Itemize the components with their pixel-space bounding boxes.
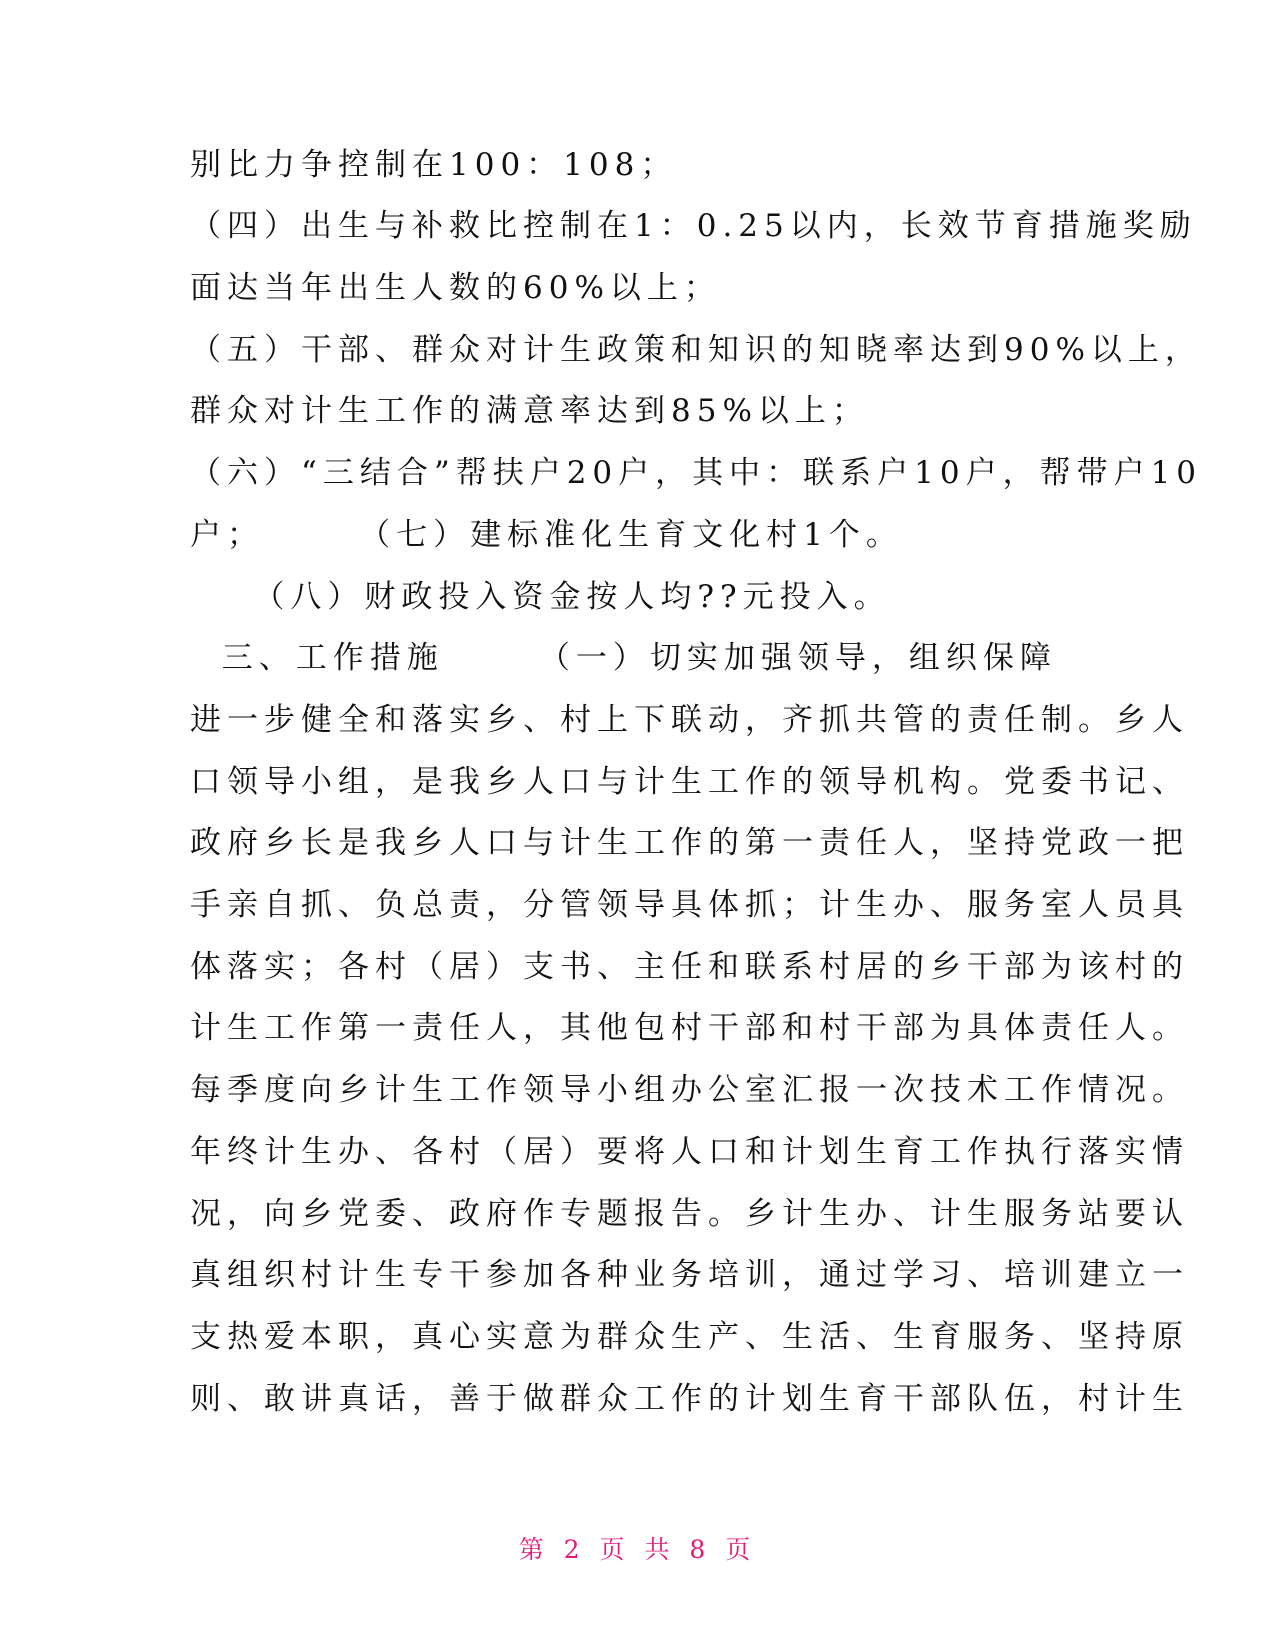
body-line-21: 则、敢讲真话，善于做群众工作的计划生育干部队伍，村计生 [190,1381,1189,1417]
body-line-2: （四）出生与补救比控制在1：0.25以内，长效节育措施奖励 [190,208,1197,244]
body-line-18: 况，向乡党委、政府作专题报告。乡计生办、计生服务站要认 [190,1196,1189,1232]
body-line-10: 进一步健全和落实乡、村上下联动，齐抓共管的责任制。乡人 [190,702,1189,738]
body-line-6: （六）“三结合”帮扶户20户，其中：联系户10户，帮带户10 [190,455,1203,491]
body-line-7: 户； （七）建标准化生育文化村1个。 [190,517,903,553]
body-line-13: 手亲自抓、负总责，分管领导具体抓；计生办、服务室人员具 [190,887,1189,923]
body-line-19: 真组织村计生专干参加各种业务培训，通过学习、培训建立一 [190,1257,1189,1293]
body-line-3: 面达当年出生人数的60%以上； [190,270,721,306]
body-line-11: 口领导小组，是我乡人口与计生工作的领导机构。党委书记、 [190,764,1189,800]
page-number-footer: 第 2 页 共 8 页 [518,1535,757,1564]
body-line-14: 体落实；各村（居）支书、主任和联系村居的乡干部为该村的 [190,949,1189,985]
body-line-8: （八）财政投入资金按人均??元投入。 [190,579,891,615]
body-line-20: 支热爱本职，真心实意为群众生产、生活、生育服务、坚持原 [190,1319,1189,1355]
body-line-17: 年终计生办、各村（居）要将人口和计划生育工作执行落实情 [190,1134,1189,1170]
body-line-5: 群众对计生工作的满意率达到85%以上； [190,393,869,429]
body-line-16: 每季度向乡计生工作领导小组办公室汇报一次技术工作情况。 [190,1072,1189,1108]
body-line-15: 计生工作第一责任人，其他包村干部和村干部为具体责任人。 [190,1010,1189,1046]
body-line-4: （五）干部、群众对计生政策和知识的知晓率达到90%以上， [190,332,1202,368]
section-heading-line: 三、工作措施 （一）切实加强领导，组织保障 [190,640,1057,676]
body-line-12: 政府乡长是我乡人口与计生工作的第一责任人，坚持党政一把 [190,825,1189,861]
body-line-1: 别比力争控制在100：108； [190,147,678,183]
